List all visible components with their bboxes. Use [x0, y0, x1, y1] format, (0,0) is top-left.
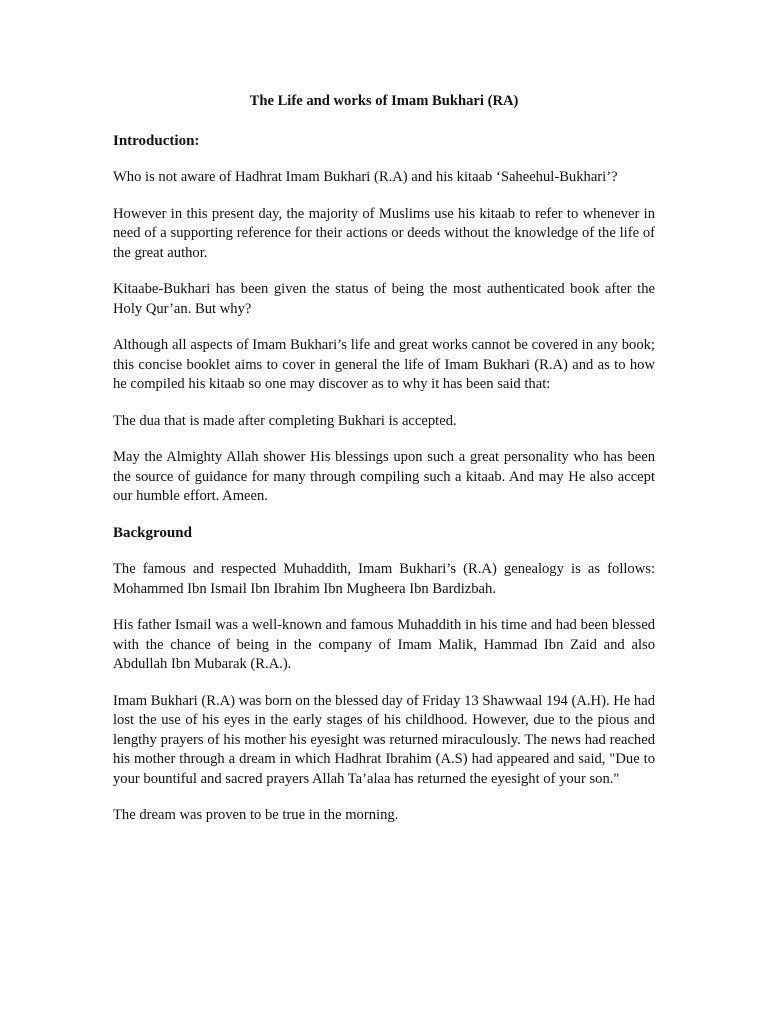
document-body [113, 92, 655, 843]
background-paragraph-2: His father Ismail was a well-known and famous Muhaddith in his time and had been blessed with the chance of being in the company of Imam Malik, Hammad Ibn Zaid and also Abdullah Ibn Mubarak (R.A.). [113, 617, 655, 672]
intro-paragraph-5: The dua that is made after completing Bukhari is accepted. [113, 412, 457, 429]
background-paragraph-1: The famous and respected Muhaddith, Imam Bukhari’s (R.A) genealogy is as follows: Mohammed Ibn Ismail Ibn Ibrahim Ibn Mugheera Ibn Bardizbah. [113, 561, 655, 597]
intro-paragraph-6: May the Almighty Allah shower His blessings upon such a great personality who has been the source of guidance for many through compiling such a kitaab. And may He also accept our humble effort. Ameen. [113, 449, 655, 504]
background-paragraph-4: The dream was proven to be true in the morning. [113, 807, 399, 823]
intro-paragraph-3: Kitaabe-Bukhari has been given the status of being the most authenticated book after the Holy Qur’an. But why? [113, 281, 655, 317]
intro-paragraph-4: Although all aspects of Imam Bukhari’s life and great works cannot be covered in any book; this concise booklet aims to cover in general the life of Imam Bukhari (R.A) and as to how he compiled his kitaab so one may discover as to why it has been said that: [113, 337, 655, 392]
background-paragraph-3: Imam Bukhari (R.A) was born on the blessed day of Friday 13 Shawwaal 194 (A.H). He had lost the use of his eyes in the early stages of his childhood. However, due to the pious and lengthy prayers of his mother his eyesight was returned miraculously. The news had reached his mother through a dream in which Hadhrat Ibrahim (A.S) had appeared and said, "Due to your bountiful and sacred prayers Allah Ta’alaa has returned the eyesight of your son." [113, 692, 655, 787]
background-heading: Background [113, 524, 192, 541]
intro-paragraph-2: However in this present day, the majority of Muslims use his kitaab to refer to whenever in need of a supporting reference for their actions or deeds without the knowledge of the life of the great author. [113, 205, 655, 261]
introduction-heading: Introduction: [113, 132, 200, 149]
intro-paragraph-1: Who is not aware of Hadhrat Imam Bukhari (R.A) and his kitaab ‘Saheehul-Bukhari’? [113, 169, 618, 185]
document-title: The Life and works of Imam Bukhari (RA) [249, 93, 519, 109]
